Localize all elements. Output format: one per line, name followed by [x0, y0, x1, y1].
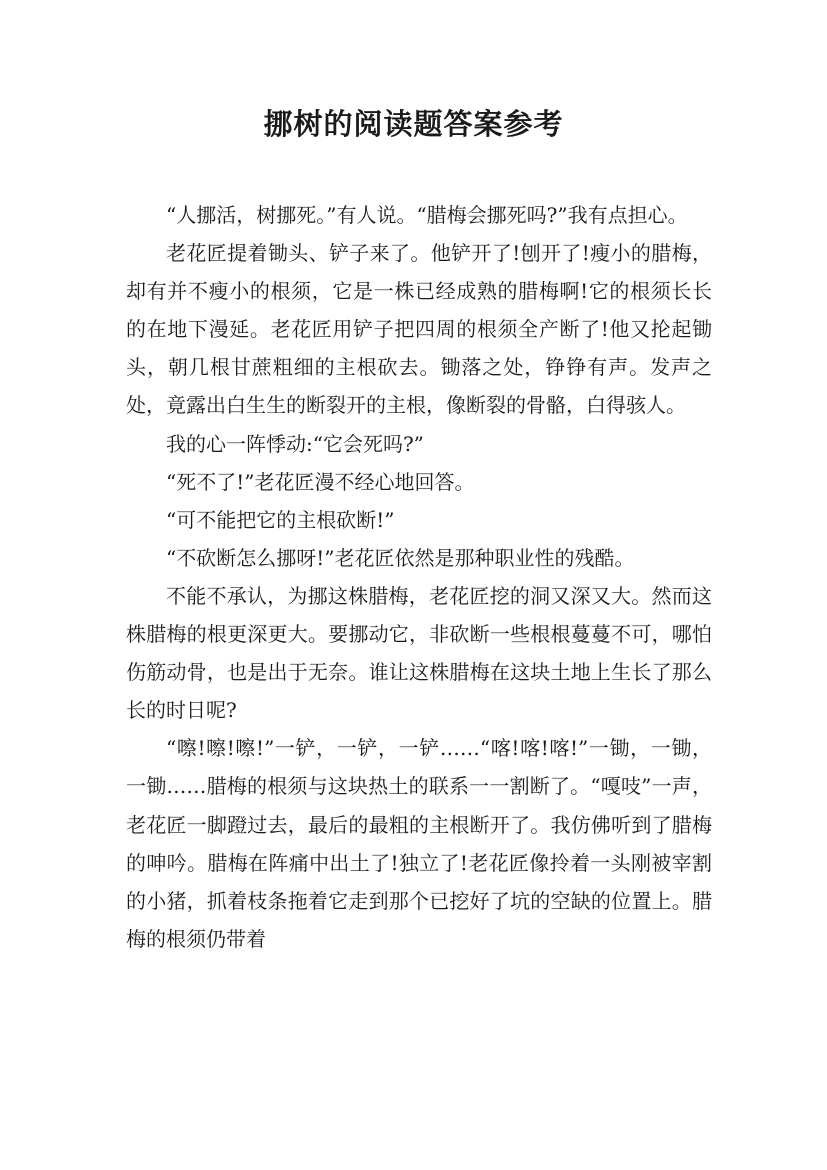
- document-title: 挪树的阅读题答案参考: [263, 107, 564, 141]
- document-body: [126, 196, 712, 958]
- paragraph: “可不能把它的主根砍断!”: [166, 507, 395, 532]
- paragraph: “不砍断怎么挪呀!”老花匠依然是那种职业性的残酷。: [166, 545, 635, 570]
- paragraph: “人挪活，树挪死。”有人说。“腊梅会挪死吗?”我有点担心。: [166, 203, 688, 227]
- paragraph: 不能不承认，为挪这株腊梅，老花匠挖的洞又深又大。然而这株腊梅的根更深更大。要挪动它，非砍断一些根根蔓蔓不可，哪怕伤筋动骨，也是出于无奈。谁让这株腊梅在这块土地上生长了那么长的时日呢?: [126, 583, 712, 723]
- paragraph: “嚓!嚓!嚓!”一铲，一铲，一铲……“喀!喀!喀!”一锄，一锄，一锄……腊梅的根须与这块热土的联系一一割断了。“嘎吱”一声，老花匠一脚蹬过去，最后的最粗的主根断开了。我仿佛听到了腊梅的呻吟。腊梅在阵痛中出土了!独立了!老花匠像拎着一头刚被宰割的小猪，抓着枝条拖着它走到那个已挖好了坑的空缺的位置上。腊梅的根须仍带着: [126, 736, 712, 951]
- paragraph: “死不了!”老花匠漫不经心地回答。: [166, 469, 475, 494]
- paragraph: 老花匠提着锄头、铲子来了。他铲开了!刨开了!瘦小的腊梅，却有并不瘦小的根须，它是一株已经成熟的腊梅啊!它的根须长长的在地下漫延。老花匠用铲子把四周的根须全产断了!他又抡起锄头，朝几根甘蔗粗细的主根砍去。锄落之处，铮铮有声。发声之处，竟露出白生生的断裂开的主根，像断裂的骨骼，白得骇人。: [126, 241, 712, 418]
- paragraph: 我的心一阵悸动:“它会死吗?”: [166, 431, 424, 456]
